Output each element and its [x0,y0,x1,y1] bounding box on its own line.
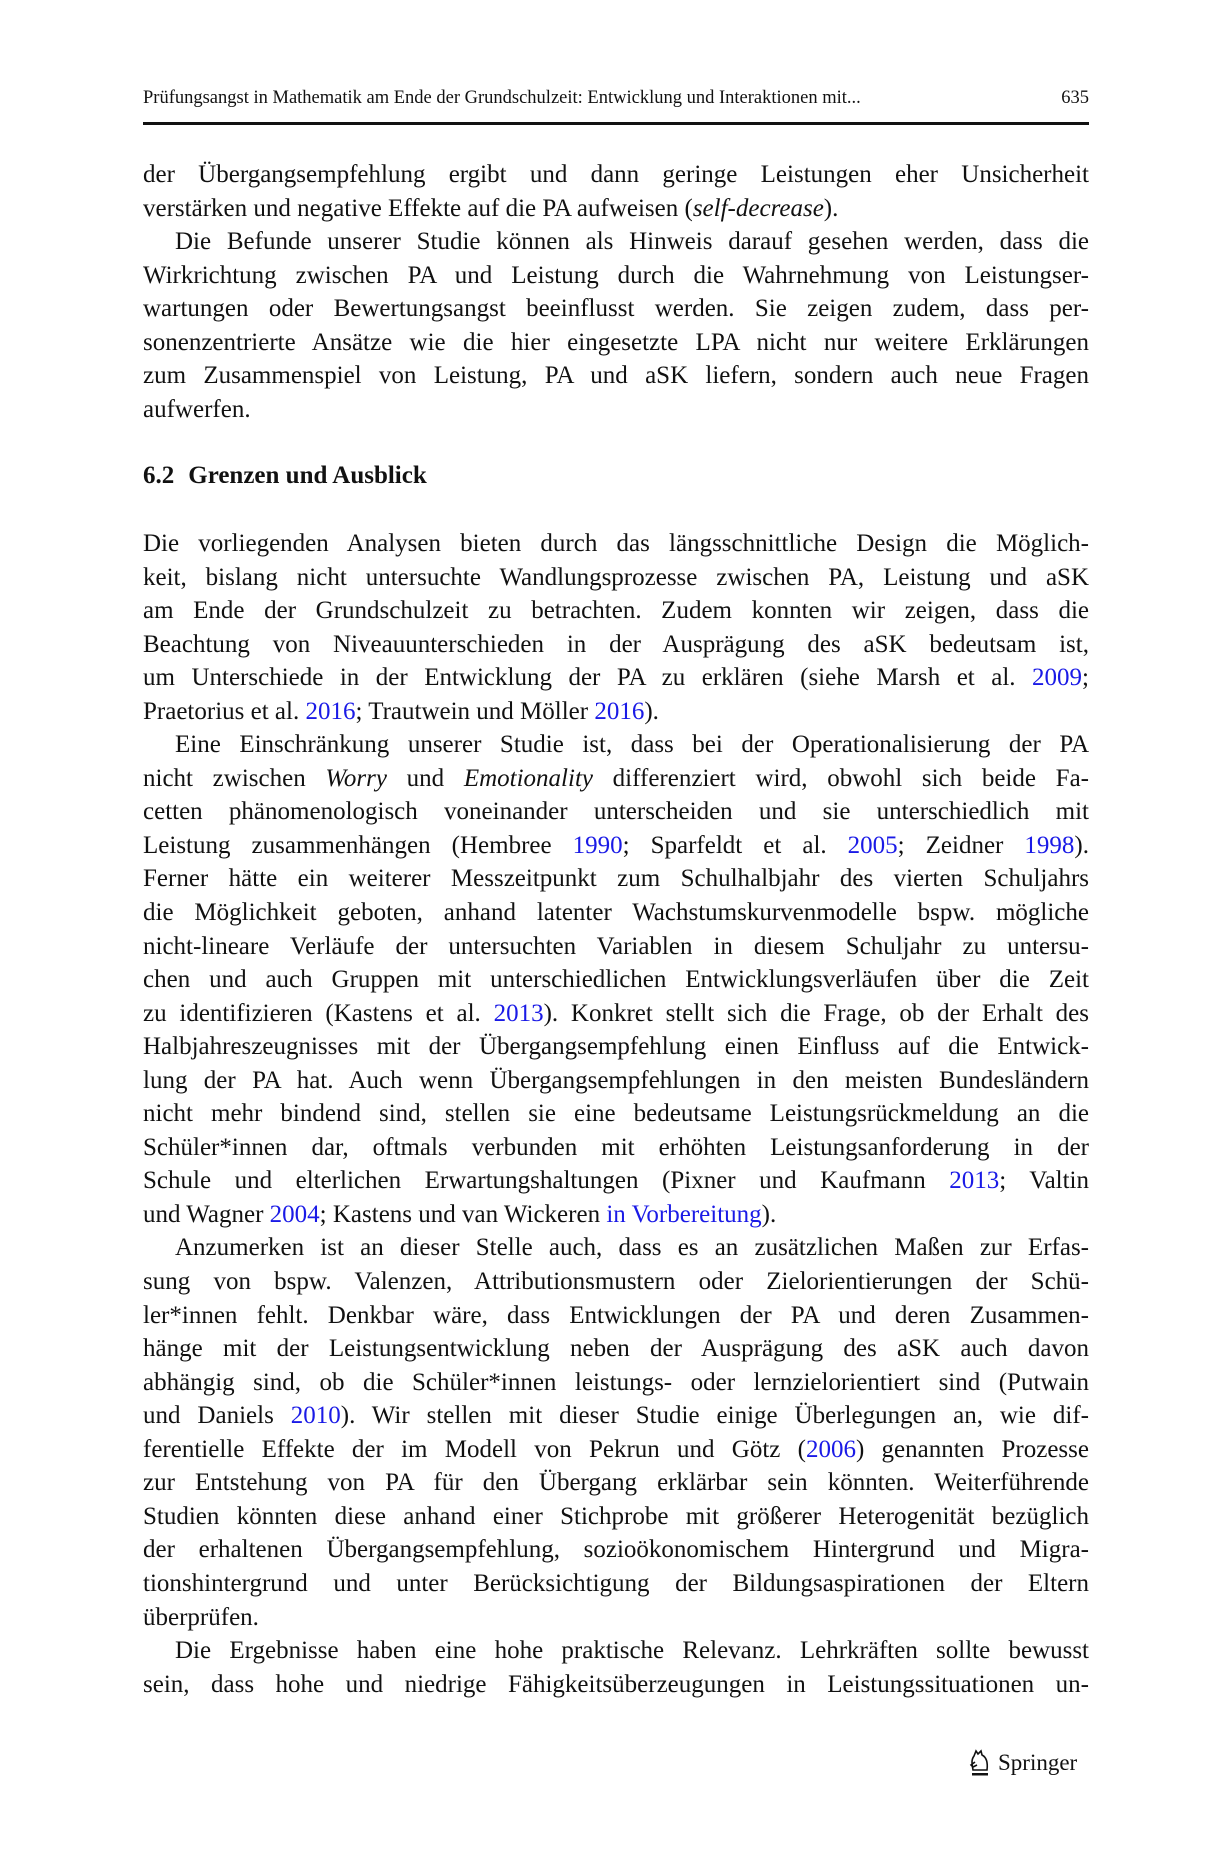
text-line [143,762,1089,796]
citation-link[interactable]: 2004 [269,1200,320,1228]
citation-link[interactable]: 2016 [305,697,356,725]
citation-link[interactable]: 2010 [290,1402,341,1430]
text-line [143,930,1089,964]
text-segment: Anzumerken ist an dieser Stelle auch, dass es an zusätzlichen Maßen zur Erfas- [175,1234,1089,1262]
text-segment: die Möglichkeit geboten, anhand latenter Wachstumskurvenmodelle bspw. mögliche [143,899,1089,927]
section-heading [143,462,427,490]
text-segment: ; [1082,664,1089,692]
text-line [143,628,1089,662]
text-segment: ). [1074,831,1089,859]
text-segment: zum Zusammenspiel von Leistung, PA und aSK liefern, sondern auch neue Fragen [143,362,1089,390]
text-segment: ; Valtin [999,1167,1089,1195]
text-line [143,1131,1089,1165]
citation-link[interactable]: 2016 [594,697,645,725]
text-segment: Beachtung von Niveauunterschieden in der Ausprägung des aSK bedeutsam ist, [143,630,1089,658]
text-segment: chen und auch Gruppen mit unterschiedlichen Entwicklungsverläufen über die Zeit [143,966,1089,994]
text-segment: wartungen oder Bewertungsangst beeinflusst werden. Sie zeigen zudem, dass per- [143,295,1089,323]
text-segment: cetten phänomenologisch voneinander unterscheiden und sie unterschiedlich mit [143,798,1089,826]
citation-link[interactable]: 1998 [1024,831,1075,859]
italic-term: Worry [325,764,387,792]
text-segment: und Wagner [143,1200,270,1228]
text-segment: Praetorius et al. [143,697,306,725]
text-segment: ; Kastens und van Wickeren [319,1200,607,1228]
text-segment: lung der PA hat. Auch wenn Übergangsempfehlungen in den meisten Bundesländern [143,1066,1089,1094]
text-segment: nicht zwischen [143,764,326,792]
text-segment: keit, bislang nicht untersuchte Wandlungsprozesse zwischen PA, Leistung und aSK [143,563,1089,591]
text-line [143,1634,1089,1668]
text-segment: sung von bspw. Valenzen, Attributionsmustern oder Zielorientierungen der Schü- [143,1268,1089,1296]
text-segment: ). [761,1200,777,1228]
citation-link[interactable]: 1990 [572,831,623,859]
text-line [143,1433,1089,1467]
text-line [143,1366,1089,1400]
running-header [143,88,1089,109]
text-segment: sonenzentrierte Ansätze wie die hier eingesetzte LPA nicht nur weitere Erklärungen [143,328,1089,356]
text-line [143,561,1089,595]
text-line [143,795,1089,829]
text-segment: nicht-lineare Verläufe der untersuchten Variablen in diesem Schuljahr zu untersu- [143,932,1089,960]
text-segment: Ferner hätte ein weiterer Messzeitpunkt zum Schulhalbjahr des vierten Schuljahrs [143,865,1089,893]
text-line [143,1064,1089,1098]
text-line [143,963,1089,997]
text-line [143,192,1089,226]
text-segment: ). Konkret stellt sich die Frage, ob der Erhalt des [543,999,1090,1027]
text-line [143,326,1089,360]
text-line [143,728,1089,762]
citation-link[interactable]: in Vorbereitung [606,1200,762,1228]
text-line [143,1198,1089,1232]
publisher-name: Springer [998,1750,1078,1775]
text-segment: ; Trautwein und Möller [355,697,595,725]
text-line [143,1332,1089,1366]
text-segment: Schule und elterlichen Erwartungshaltungen (Pixner und Kaufmann [143,1167,950,1195]
italic-term: self-decrease [692,194,824,222]
paragraph-block-2 [143,527,1089,1701]
text-line [143,292,1089,326]
citation-link[interactable]: 2013 [493,999,544,1027]
text-segment: aufwerfen. [143,395,251,423]
text-segment: Die vorliegenden Analysen bieten durch das längsschnittliche Design die Möglich- [143,530,1089,557]
text-segment: ferentielle Effekte der im Modell von Pekrun und Götz ( [143,1435,806,1463]
text-line [143,1533,1089,1567]
page-number: 635 [1061,88,1089,108]
text-segment: Wirkrichtung zwischen PA und Leistung durch die Wahrnehmung von Leistungser- [143,261,1089,289]
text-segment: ; Sparfeldt et al. [622,831,848,859]
text-segment: hänge mit der Leistungsentwicklung neben der Ausprägung des aSK auch davon [143,1335,1089,1363]
text-segment: zu identifizieren (Kastens et al. [143,999,494,1027]
text-line [143,1668,1089,1702]
text-line [143,829,1089,863]
text-segment: Die Befunde unserer Studie können als Hinweis darauf gesehen werden, dass die [175,228,1089,256]
text-line [143,1601,1089,1635]
text-line [143,1097,1089,1131]
springer-knight-icon [968,1748,992,1778]
section-number: 6.2 [143,462,175,489]
text-segment: der Übergangsempfehlung ergibt und dann geringe Leistungen eher Unsicherheit [143,161,1089,188]
text-line [143,997,1089,1031]
text-segment: Halbjahreszeugnisses mit der Übergangsempfehlung einen Einfluss auf die Entwick- [143,1033,1089,1061]
text-line [143,594,1089,628]
text-line [143,259,1089,293]
text-segment: Schüler*innen dar, oftmals verbunden mit erhöhten Leistungsanforderung in der [143,1133,1089,1161]
italic-term: Emotionality [463,764,593,792]
text-line [143,1567,1089,1601]
text-segment: verstärken und negative Effekte auf die PA aufweisen ( [143,194,693,222]
text-segment: ler*innen fehlt. Denkbar wäre, dass Entwicklungen der PA und deren Zusammen- [143,1301,1089,1329]
text-line [143,896,1089,930]
text-segment: um Unterschiede in der Entwicklung der PA zu erklären (siehe Marsh et al. [143,664,1033,692]
text-segment: zur Entstehung von PA für den Übergang erklärbar sein könnten. Weiterführende [143,1469,1089,1497]
text-line [143,1466,1089,1500]
text-line [143,225,1089,259]
text-segment: und Daniels [143,1402,291,1430]
text-segment: abhängig sind, ob die Schüler*innen leistungs- oder lernzielorientiert sind (Putwain [143,1368,1089,1396]
text-line [143,661,1089,695]
text-line [143,158,1089,192]
text-segment: der erhaltenen Übergangsempfehlung, sozioökonomischem Hintergrund und Migra- [143,1536,1089,1564]
citation-link[interactable]: 2006 [805,1435,856,1463]
text-line [143,1500,1089,1534]
text-segment: Leistung zusammenhängen (Hembree [143,831,573,859]
text-segment: differenziert wird, obwohl sich beide Fa- [593,764,1089,792]
citation-link[interactable]: 2009 [1032,664,1083,692]
section-title: Grenzen und Ausblick [188,462,427,489]
text-line [143,1164,1089,1198]
publisher-logo [968,1748,1077,1778]
text-line [143,393,1089,427]
citation-link[interactable]: 2013 [949,1167,1000,1195]
citation-link[interactable]: 2005 [847,831,898,859]
text-segment: am Ende der Grundschulzeit zu betrachten. Zudem konnten wir zeigen, dass die [143,597,1089,625]
text-segment: ) genannten Prozesse [855,1435,1089,1463]
paragraph-block-1 [143,158,1089,426]
text-segment: sein, dass hohe und niedrige Fähigkeitsüberzeugungen in Leistungssituationen un- [143,1670,1089,1698]
text-line [143,1231,1089,1265]
text-line [143,359,1089,393]
text-segment: nicht mehr bindend sind, stellen sie eine bedeutsame Leistungsrückmeldung an die [143,1100,1089,1128]
text-segment: ). Wir stellen mit dieser Studie einige Überlegungen an, wie dif- [340,1402,1090,1430]
text-segment: ; Zeidner [897,831,1025,859]
text-line [143,1299,1089,1333]
text-segment: Eine Einschränkung unserer Studie ist, dass bei der Operationalisierung der PA [175,731,1089,759]
text-segment: tionshintergrund und unter Berücksichtigung der Bildungsaspirationen der Eltern [143,1569,1089,1597]
text-segment: ). [823,194,839,222]
text-line [143,1030,1089,1064]
text-line [143,527,1089,561]
text-segment: und [386,764,464,792]
header-rule [143,122,1089,125]
text-line [143,862,1089,896]
text-segment: ). [644,697,659,725]
text-segment: Studien könnten diese anhand einer Stichprobe mit größerer Heterogenität bezüglich [143,1502,1089,1530]
text-line [143,1265,1089,1299]
text-segment: überprüfen. [143,1603,259,1631]
text-line [143,1399,1089,1433]
running-title: Prüfungsangst in Mathematik am Ende der Grundschulzeit: Entwicklung und Interaktionen mit... [143,88,861,108]
text-segment: Die Ergebnisse haben eine hohe praktische Relevanz. Lehrkräften sollte bewusst [175,1637,1089,1665]
text-line [143,695,1089,729]
